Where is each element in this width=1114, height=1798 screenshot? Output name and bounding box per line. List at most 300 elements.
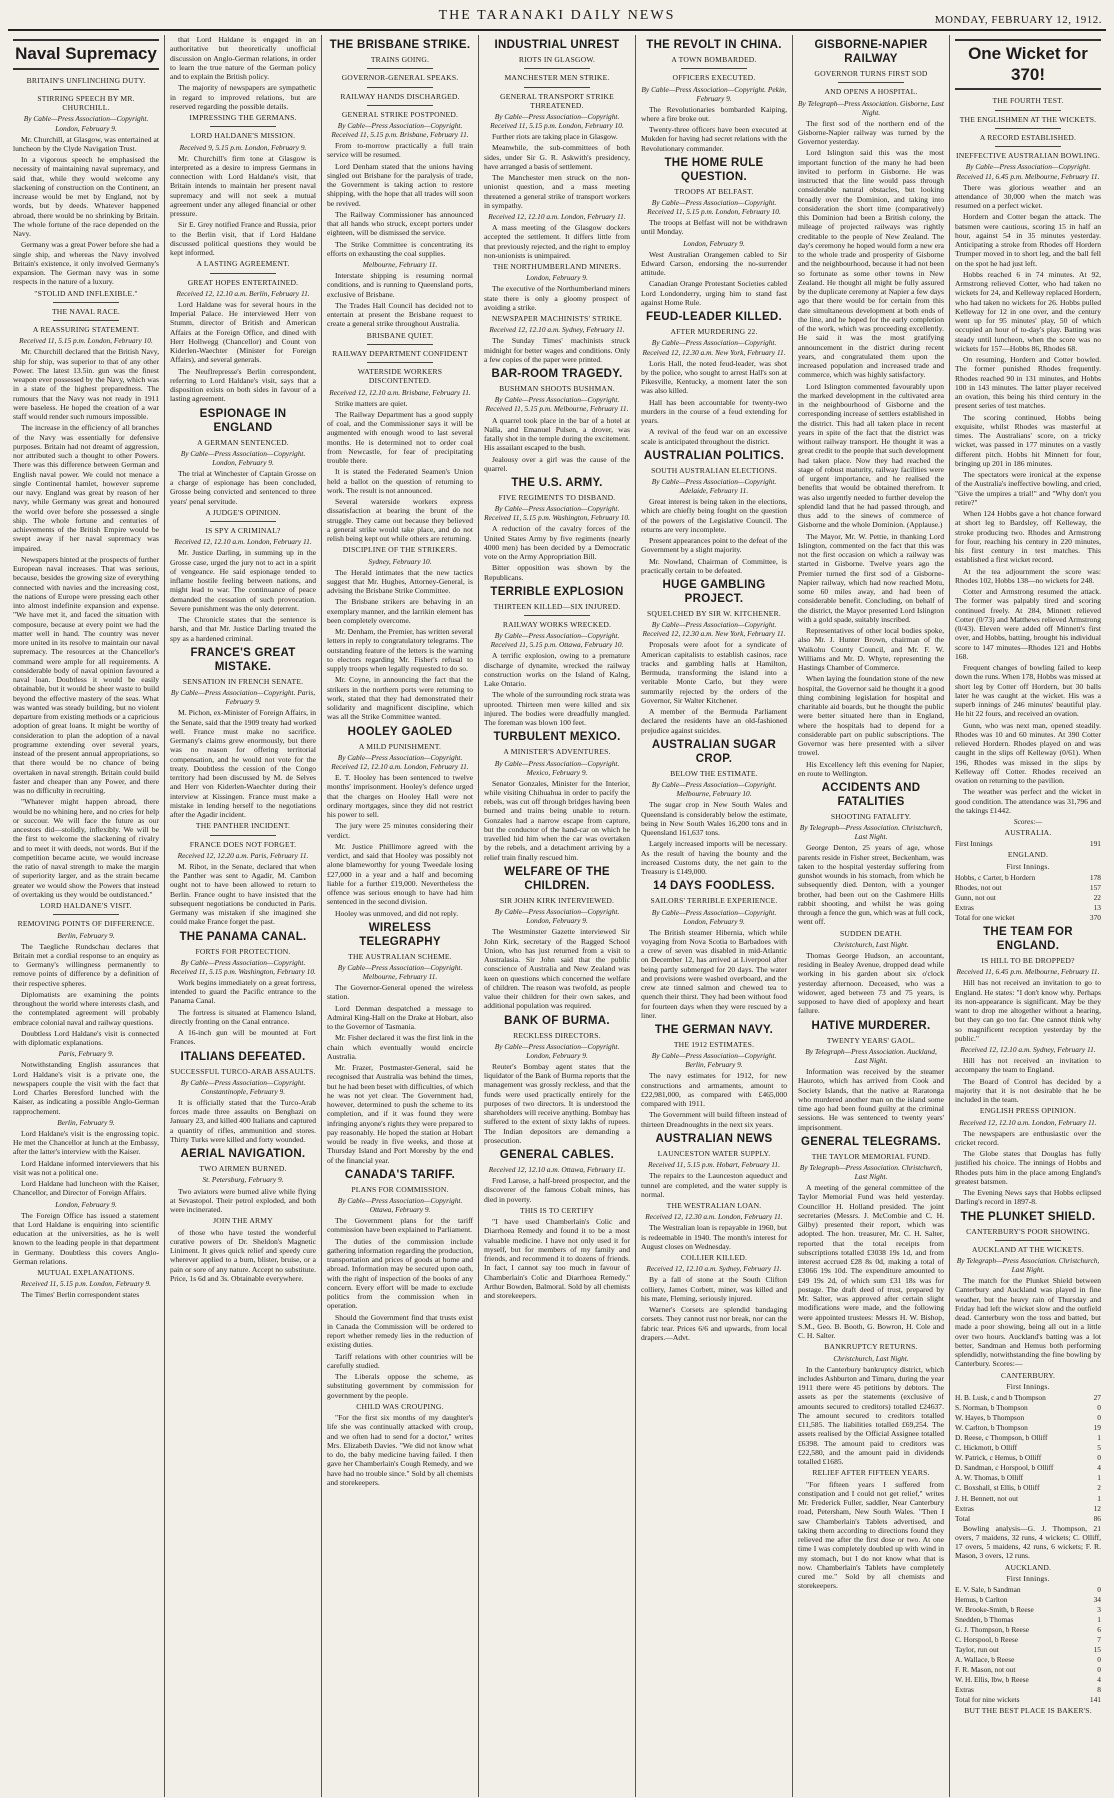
sub-headline: INEFFECTIVE AUSTRALIAN BOWLING.	[956, 151, 1100, 161]
article-paragraph: The Neuflrepresse's Berlin correspondent, referring to Lord Haldane's visit, says that a disposition exists on both sides in favour of a lasting agreement.	[170, 366, 316, 404]
score-value: 22	[1093, 892, 1101, 902]
issue-date: MONDAY, FEBRUARY 12, 1912.	[934, 14, 1102, 26]
score-row	[955, 1463, 1101, 1472]
score-value: 0	[1097, 1655, 1101, 1665]
article-paragraph: Lord Haldane informed interviewers that his visit was not a political one.	[13, 1158, 159, 1177]
article-paragraph: Several waterside workers express dissatisfaction at bearing the brunt of the struggle. They came out because they believed a general strike would take place, and do not relish being kept out while others are returning.	[327, 497, 473, 544]
sub-headline: SHOOTING FATALITY.	[830, 812, 912, 822]
divider	[53, 914, 119, 915]
article-paragraph: "For the first six months of my daughter's life she was continually attacked with croup, and we often had to send for a doctor," writes Mrs. Elizabeth Davies. "We did not know what to do, the baby medicine having failed. I then gave her Chamberlain's Cough Remedy, and we have had no trouble since." Sold by all chemists and storekeepers.	[327, 1413, 473, 1487]
score-value: 1	[1097, 1493, 1101, 1503]
score-value: 7	[1097, 1635, 1101, 1645]
article-paragraph: The jury were 25 minutes considering their verdict.	[327, 821, 473, 840]
divider	[367, 362, 433, 363]
article-paragraph: The executive of the Northumberland miners state there is only a gloomy prospect of avoiding a strike.	[484, 284, 630, 312]
sub-headline: THE NAVAL RACE.	[51, 306, 121, 316]
column-1	[8, 35, 165, 1797]
article-paragraph: Hill has not received an invitation to go to England. He states: "I don't know why. Perhaps its non-appearance is significant. May be they want to drop me altogether without a hearing, but they can go too far. One cannot think why so magnificent reception yesterday by the public."	[955, 978, 1101, 1043]
dateline: By Telegraph—Press Association. Gisborne, Last Night.	[798, 98, 944, 117]
dateline: By Cable—Press Association—Copyright. Melbourne, February 10.	[651, 780, 777, 799]
article-headline: ITALIANS DEFEATED.	[180, 1050, 306, 1063]
sub-headline: FRANCE DOES NOT FORGET.	[189, 839, 297, 849]
article-paragraph: M. Ribot, in the Senate, declared that when the Panther was sent to Agadir, M. Cambon ought not to have been allowed to return to Berlin. France ought to have insisted that the subsequent negotiations be conducted in Paris. Germany was mistaken if she imagined she could make France forget the past.	[170, 861, 316, 927]
divider	[53, 89, 119, 90]
article-paragraph: Lord Islington commented favourably upon the marked development in the cultivated area in the neighbourhood of Gisborne and the corresponding increase of settlers established in the district. This had all taken place in recent years in spite of the fact that the district was without railway transport. He thought it was a great credit to the people that such development had taken place. Now they had reached the stage of robust maturity, railway facilities were of urgent importance, and he realised the benefits that would be obtained therefrom. It was also urgently needed to further develop the splendid land that he had passed through, and thus add to the sinews of commerce of Gisborne and the whole Dominion. (Applause.)	[798, 381, 944, 530]
dateline: Received 11, 5.15 p.m. London, February 10.	[19, 336, 153, 346]
article-headline: GENERAL TELEGRAMS.	[800, 1135, 941, 1148]
article-paragraph: The Governor-General opened the wireless station.	[327, 983, 473, 1002]
masthead	[8, 6, 1106, 31]
article-paragraph: At the tea adjournment the score was: Rhodes 102, Hobbs 138—no wickets for 248.	[955, 566, 1101, 585]
article-paragraph: The Times' Berlin correspondent states	[21, 1290, 140, 1300]
article-paragraph: The British steamer Hibernia, which while voyaging from Nova Scotia to Barbadoes with a crew of seven was disabled in mid-Atlantic on December 12, has arrived at Liverpool after being partly submerged for 20 days. The water and provisions were washed overboard, and the crew ate tinned salmon and chewed tea to quench their thirst. They had been without food for fourteen days when they were rescued by a liner.	[641, 927, 787, 1020]
score-value: 19	[1093, 1423, 1101, 1433]
article-paragraph: Lord Denham stated that the unions having singled out Brisbane for the paralysis of trade, the Government is taking action to restore shipping, with the hope that all trades will soon be revived.	[327, 161, 473, 208]
sub-headline: THE FOURTH TEST.	[992, 96, 1064, 106]
divider	[524, 615, 590, 616]
score-row	[955, 839, 1101, 848]
score-value: 15	[1093, 1645, 1101, 1655]
article-paragraph: The Brisbane strikers are behaving in an exemplary manner, and the larrikin element has been completely overcome.	[327, 597, 473, 625]
article-paragraph: From to-morrow practically a full train service will be resumed.	[327, 141, 473, 160]
article-paragraph: Proposals were afoot for a syndicate of American capitalists to establish casinos, race tracks and gambling halls at Hamilton, Bermuda, transforming the island into a veritable Monte Carlo, but they were summarily rejected by the orders of the Governor, Sir Walter Kitchener.	[641, 640, 787, 705]
article-paragraph: A mass meeting of the Glasgow dockers accepted the settlement. It differs little from that previously rejected, and the right to employ non-unionists is unimpaired.	[484, 223, 630, 260]
article-paragraph: The match for the Plunket Shield between Canterbury and Auckland was played in fine weather, but the heavy rain of Thursday and Friday had left the wicket slow and the outfield dead. Canterbury won the toss and batted, but made a poor showing, being all out in a little over two hours. Auckland's batting was a lot better, Sandman and Hemus both performing splendidly, notwithstanding the fine bowling by Canterbury. Scores:—	[955, 1276, 1101, 1369]
dateline: Received 12, 12.10 a.m. Ottawa, February 11.	[488, 1165, 626, 1175]
dateline: By Cable—Press Association—Copyright. Pekin, February 9.	[641, 84, 787, 103]
article-paragraph: The Liberals oppose the scheme, as substituting government by commission for government by the people.	[327, 1372, 473, 1400]
divider	[995, 1240, 1061, 1241]
score-label: W. H. Ellis, lbw, b Reese	[955, 1675, 1029, 1685]
dateline: Received 12, 12.10 a.m. Brisbane, February 11.	[329, 387, 471, 397]
dateline: By Cable—Press Association—Copyright. London, February 9.	[180, 448, 306, 467]
article-paragraph: Doubtless Lord Haldane's visit is connected with diplomatic explanations.	[13, 1028, 159, 1048]
article-paragraph: Tariff relations with other countries will be carefully studied.	[327, 1351, 473, 1370]
score-label: Extras	[955, 1503, 974, 1513]
score-label: D. Sandman, c Horspool, b Olliff	[955, 1463, 1054, 1473]
article-paragraph: The repairs to the Launceston aqueduct and tunnel are completed, and the water supply is normal.	[641, 1171, 787, 1199]
dateline: By Cable—Press Association—Copyright. Paris, February 9.	[170, 688, 316, 707]
sub-headline: AUCKLAND AT THE WICKETS.	[972, 1244, 1084, 1254]
sub-headline: CANTERBURY.	[1000, 1370, 1056, 1380]
dateline: By Cable—Press Association—Copyright. Berlin, February 9.	[651, 1051, 777, 1070]
article-paragraph: West Australian Orangemen cabled to Sir Edward Carson, endorsing the no-surrender attitude.	[641, 249, 787, 278]
score-row	[955, 893, 1101, 902]
article-headline: GISBORNE-NAPIER RAILWAY	[814, 39, 928, 66]
sub-headline: AND OPENS A HOSPITAL.	[824, 87, 918, 97]
dateline: By Cable—Press Association—Copyright. Received 11, 5.15 p.m. Brisbane, February 11.	[331, 121, 469, 140]
dateline: By Cable—Press Association—Copyright. Constantinople, February 9.	[180, 1077, 306, 1096]
sub-headline: SENSATION IN FRENCH SENATE.	[182, 676, 304, 686]
article-paragraph: Cotter and Armstrong resumed the attack. The former was palpably tired and scoring continued freely. At 284, Minnett relieved Cotter (0/73) and Matthews relieved Armstrong (0/43). Eleven were added off Minnett's first over, and Hobbs, batting, brought his individual score to 147 minutes—Rhodes 121 and Hobbs 168.	[955, 587, 1101, 661]
article-paragraph: His Excellency left this evening for Napier, en route to Wellington.	[798, 759, 944, 778]
article-headline: AUSTRALIAN SUGAR CROP.	[651, 738, 777, 765]
column-3	[322, 35, 479, 1797]
score-label: Hemus, b Carlton	[955, 1595, 1008, 1605]
article-paragraph: Bitter opposition was shown by the Republicans.	[484, 563, 630, 582]
article-paragraph: The Globe states that Douglas has fully justified his choice. The innings of Hobbs and Rhodes puts him in the place among England's greatest batsmen.	[955, 1149, 1101, 1186]
score-value: 13	[1093, 902, 1101, 912]
article-paragraph: Loris Hall, the noted feud-leader, was shot by the police, who sought to arrest Hall's son at Pikesville, Kentucky, a moment later the son was also killed.	[641, 358, 787, 396]
dateline: London, February 9.	[526, 273, 588, 283]
article-paragraph: The increase in the efficiency of all branches of the Navy was essentially for defensive purposes. Britain had not dreamt of aggression, nor attributed such a thought to other Powers. There was this difference between German and English naval power. We could not menace a single Continental hamlet, however supreme our navy. England was great by reason of her navy, while Germany was great and honoured the world over before she possessed a single ship. The whole fortune and centuries of achievements of the British Empire would be swept away if her naval supremacy was impaired.	[13, 423, 159, 553]
score-value: 8	[1097, 1685, 1101, 1695]
article-paragraph: "For fifteen years I suffered from constipation and I could not get relief," writes Mr. Frederick Fuller, saddler, Near Canterbury road, Petersham, New South Wales. "Then I saw Chamberlain's Tablets advertised, and taking them according to directions found they relieved me after the first dose or two. At one time I was completely doubled up with wind in my stomach, but I do not know what that is now. Chamberlain's Tablets have completely cured me." Sold by all chemists and storekeepers.	[798, 1479, 944, 1591]
article-headline: THE TEAM FOR ENGLAND.	[983, 926, 1073, 953]
score-label: W. Carlton, b Thompson	[955, 1423, 1028, 1433]
score-row	[955, 1605, 1101, 1614]
sub-headline: FORTS FOR PROTECTION.	[195, 946, 291, 956]
divider	[681, 68, 747, 69]
article-paragraph: Lord Haldane was for several hours in the Imperial Palace. He interviewed Herr von Stumm, director of British and American Affairs at the Foreign Office, and dined with Herr Hollwegg (Chancellor) and Count von Kiderlen-Waechter (Minister for Foreign Affairs), and several generals.	[170, 299, 316, 365]
article-paragraph: The Manchester men struck on the non-unionist question, and a mass meeting threatened a general strike of transport workers in sympathy.	[484, 173, 630, 210]
score-row	[955, 1615, 1101, 1624]
score-value: 370	[1089, 912, 1101, 922]
article-paragraph: Mr. Churchill's firm tone at Glasgow is interpreted as a desire to impress Germans in connection with Lord Haldane's visit, that Britain intends to maintain her present naval supremacy and will not seek a mutual agreement under any alleged financial or other pressure.	[170, 153, 316, 219]
score-row	[955, 1655, 1101, 1664]
score-row	[955, 1403, 1101, 1412]
dateline: By Telegraph—Press Association. Christchurch, Last Night.	[956, 1256, 1100, 1275]
score-value: 0	[1097, 1403, 1101, 1413]
article-paragraph: Should the Government find that trusts exist in Canada the Commission will be ordered to report whether remedy lies in the reduction of existing duties.	[327, 1312, 473, 1350]
article-paragraph: In a vigorous speech he emphasised the necessity of maintaining naval supremacy, and said that, while they would welcome any slackening of construction on the Continent, an increase would be met by England, not by words, but by deeds. Whatever happened abroad, there would be no shrinking by Britain. The whole fortune of the race depended on the Navy.	[13, 155, 159, 239]
sub-headline: THIRTEEN KILLED—SIX INJURED.	[493, 601, 621, 611]
divider	[210, 521, 276, 522]
score-label: J. H. Bennett, not out	[955, 1493, 1019, 1503]
divider	[367, 344, 433, 345]
dateline: Received 12, 12.10 a.m. London, February 11.	[174, 537, 312, 547]
article-paragraph: The weather was perfect and the wicket in good condition. The attendance was 31,796 and the takings £1442.	[955, 787, 1101, 815]
sub-headline: JOIN THE ARMY	[213, 1216, 273, 1226]
sub-headline: SUDDEN DEATH.	[839, 928, 903, 938]
dateline: Christchurch, Last Night.	[833, 939, 909, 949]
score-value: 6	[1097, 1625, 1101, 1635]
sub-headline: SUCCESSFUL TURCO-ARAB ASSAULTS.	[170, 1066, 316, 1076]
sub-headline: ENGLAND.	[1007, 850, 1049, 860]
dateline: By Cable—Press Association—Copyright. Received 12, 12.30 a.m. New York, February 11.	[642, 620, 786, 639]
column-5	[636, 35, 793, 1797]
article-paragraph: Lord Haldane's visit is the engrossing topic. He met the Chancellor at lunch at the Embassy, after the latter's interview with the Kaiser.	[13, 1128, 159, 1157]
divider	[210, 835, 276, 836]
article-headline: CANADA'S TARIFF.	[344, 1168, 456, 1181]
article-headline: HATIVE MURDERER.	[811, 1019, 931, 1032]
article-paragraph: The first sod of the northern end of the Gisborne-Napier railway was turned by the Governor yesterday.	[798, 118, 944, 147]
score-label: Gunn, not out	[955, 892, 996, 902]
dateline: Scores:—	[1013, 817, 1043, 827]
sub-headline: "STOLID AND INFLEXIBLE."	[34, 288, 138, 298]
article-paragraph: Work begins immediately on a great fortress, intended to guard the Pacific entrance to the Panama Canal.	[170, 977, 316, 1006]
article-paragraph: The Mayor, Mr. W. Pettie, in thanking Lord Islington, commented on the fact that this was not the first occasion on which a railway was started in Gisborne. Twelve years ago the Premier turned the first sod of a Gisborne-Napier railway, which had now reached Motu, some 60 miles away, and had been of considerable benefit. Concluding, on behalf of the district, the Mayor presented Lord Islington with a gold spade, suitably inscribed.	[798, 531, 944, 624]
score-label: A. W. Thomas, b Olliff	[955, 1473, 1024, 1483]
score-value: 157	[1089, 882, 1101, 892]
article-headline: AUSTRALIAN POLITICS.	[643, 449, 785, 462]
sub-headline: First Innings.	[1006, 1573, 1050, 1583]
article-headline: THE HOME RULE QUESTION.	[664, 156, 764, 183]
article-paragraph: "Whatever might happen abroad, there would be no whining here, and no cries for help or succour. We will face the future as our ancestors did—stolidly, inflexibly. We will be the first to welcome the slackening of rivalry and to meet it with deeds, not words. But if the competition became acute, we would increase the ratio of naval strength to make the margin of superiority larger, and as the strain became greater we would show the Powers that instead of overtaking us they would be outdistanced."	[13, 797, 159, 899]
article-paragraph: The whole of the surrounding rock strata was uprooted. Thirteen men were killed and six injured. The bodies were dreadfully mangled. The foreman was blown 100 feet.	[484, 690, 630, 728]
sub-headline: MANCHESTER MEN STRIKE.	[504, 73, 610, 83]
article-paragraph: The troops at Belfast will not be withdrawn until Monday.	[641, 218, 787, 237]
score-row	[955, 1423, 1101, 1432]
sub-headline: A TOWN BOMBARDED.	[671, 55, 757, 65]
article-headline: HUGE GAMBLING PROJECT.	[662, 579, 766, 606]
article-paragraph: Present appearances point to the defeat of the Government by a slight majority.	[641, 536, 787, 555]
dateline: Received 12, 12.10 a.m. London, February 11.	[488, 212, 626, 222]
score-label: Snedden, b Thomas	[955, 1615, 1014, 1625]
article-paragraph: The Westminster Gazette interviewed Sir John Kirk, secretary of the Ragged School Union, who has just returned from a visit to Australasia. Sir John said that the public conscience of Australia and New Zealand was keen on questions which concerned the welfare of children. The reason was twofold, as people value their children for their own sakes, and additional population was required.	[484, 927, 630, 1011]
article-headline: THE PANAMA CANAL.	[179, 930, 307, 943]
score-value: 34	[1093, 1595, 1101, 1605]
article-paragraph: Mr. Nowland, Chairman of Committee, is practically certain to be defeated.	[641, 556, 787, 575]
article-paragraph: On resuming, Hordern and Cotter bowled. The former punished Rhodes frequently. Rhodes reached 90 in 131 minutes, and Hobbs 100 in 143 minutes. The latter player received an ovation, this being his third century in the present series of test matches.	[955, 355, 1101, 411]
score-row	[955, 1595, 1101, 1604]
sub-headline: THE PANTHER INCIDENT.	[195, 821, 291, 831]
score-label: Total	[955, 1513, 971, 1523]
score-row	[955, 1695, 1101, 1704]
score-row	[955, 1433, 1101, 1442]
column-2	[165, 35, 322, 1797]
article-paragraph: Meanwhile, the sub-committees of both sides, under Sir G. R. Askwith's presidency, have arranged a basis of settlement.	[484, 143, 630, 171]
dateline: By Cable—Press Association—Copyright. Mexico, February 9.	[494, 758, 620, 777]
score-label: C. Hickmott, b Olliff	[955, 1443, 1018, 1453]
score-row	[955, 1413, 1101, 1422]
score-value: 191	[1089, 839, 1101, 849]
sub-headline: GOVERNOR-GENERAL SPEAKS.	[341, 73, 459, 83]
dateline: Berlin, February 9.	[57, 1117, 115, 1127]
article-paragraph: of those who have tested the wonderful curative powers of Dr. Sheldon's Magnetic Liniment. It gives quick relief and speedy cure wherever applied to a burn, blister, bruise, or a pain or sore of any nature. Accept no substitute. Price, 1s 6d and 3s. Obtainable everywhere.	[170, 1227, 316, 1283]
article-paragraph: It is stated the Federated Seamen's Union held a ballot on the question of returning to work. The result is not announced.	[327, 467, 473, 495]
dateline: By Cable—Press Association—Copyright. Melbourne, February 11.	[337, 963, 463, 982]
dateline: By Telegraph—Press Association. Christchurch, Last Night.	[799, 823, 943, 842]
score-value: 12	[1093, 1503, 1101, 1513]
dateline: By Cable—Press Association—Copyright. London, February 9.	[23, 114, 149, 133]
sub-headline: TWO AIRMEN BURNED.	[199, 1164, 287, 1174]
sub-headline: GENERAL TRANSPORT STRIKE THREATENED.	[500, 91, 614, 110]
article-paragraph: Mr. Frazer, Postmaster-General, said he recognised that Australia was behind the times, but he had been beset with difficulties, of which he was not yet clear. The Government had, however, determined to push the scheme to its completion, and if it was found they were infringing anyone's rights they were prepared to pay reasonably. He hoped the station at Hobart would be ready in five weeks, and those at Thursday Island and Port Moresby by the end of the financial year.	[327, 1063, 474, 1165]
main-headline: One Wicket for 370!	[955, 39, 1101, 90]
sub-headline: THE ENGLISHMEN AT THE WICKETS.	[959, 114, 1097, 124]
score-value: 0	[1097, 1413, 1101, 1423]
score-label: Taylor, run out	[955, 1645, 999, 1655]
sub-headline: THE AUSTRALIAN SCHEME.	[348, 951, 452, 961]
sub-headline: THE TAYLOR MEMORIAL FUND.	[811, 1151, 931, 1161]
score-row	[955, 1504, 1101, 1513]
article-paragraph: In the Canterbury bankruptcy district, which includes Ashburton and Timaru, during the year 1911 there were 45 petitions by debtors. The assets as per the statements (exclusive of amounts secured to creditors) totalled £24637. The amount secured to creditors totalled £11,585. The liabilities totalled £69,254. The assets realised by the Official Assignee totalled £6398. The amount paid to creditors was £22,580, and the amount paid in dividends totalled £1685.	[798, 1364, 944, 1467]
score-value: 0	[1097, 1585, 1101, 1595]
sub-headline: IMPRESSING THE GERMANS.	[189, 113, 297, 122]
dateline: By Cable—Press Association—Copyright. Received 11, 5.15 p.m. London, February 10.	[647, 198, 781, 217]
dateline: Received 12, 12.10 a.m. Sydney, February 11.	[960, 1045, 1096, 1055]
article-paragraph: The Trades Hall Council has decided not to entertain at present the Brisbane request to create a general strike throughout Australia.	[327, 300, 473, 329]
divider	[367, 68, 433, 69]
dateline: Paris, February 9.	[58, 1049, 114, 1059]
sub-headline: BUSHMAN SHOOTS BUSHMAN.	[499, 384, 615, 394]
article-paragraph: M. Pichon, ex-Minister of Foreign Affairs, in the Senate, said that the 1909 treaty had worked well. France must make no sacrifice. Germany's claims grew enormously, but there was no reason for offering territorial compensation, and he would not vote for the treaty. Doubtless the cession of the Congo territory had been discussed by M. de Selves and Herr von Kiderlen-Waechter during their interview at Kissingen. France must make a mistake in lending herself to the negotiations after the Agadir incident.	[170, 708, 316, 820]
article-headline: ACCIDENTS AND FATALITIES	[821, 782, 921, 809]
divider	[524, 68, 590, 69]
dateline: By Cable—Press Association—Copyright. London, February 9.	[494, 907, 620, 926]
article-paragraph: Hooley was unmoved, and did not reply.	[335, 908, 459, 918]
sub-headline: A REASSURING STATEMENT.	[32, 325, 140, 335]
score-value: 4	[1097, 1675, 1101, 1685]
article-paragraph: Twenty-three officers have been executed at Mukden for having had secret relations with the Revolutionary commander.	[641, 125, 787, 153]
dateline: By Cable—Press Association—Copyright. Received 11, 5.15 p.m. Ottawa, February 10.	[490, 631, 624, 650]
sub-headline: THE NORTHUMBERLAND MINERS.	[492, 262, 622, 272]
sub-headline: DISCIPLINE OF THE STRIKERS.	[342, 545, 458, 555]
dateline: Received 12, 12.30 a.m. London, February 11.	[645, 1212, 783, 1222]
score-row	[955, 1483, 1101, 1492]
article-paragraph: Sir E. Grey notified France and Russia, prior to the Berlin visit, that if Lord Haldane discussed political questions they would be kept informed.	[170, 220, 316, 258]
sub-headline: A MINISTER'S ADVENTURES.	[503, 747, 611, 757]
score-value: 1	[1097, 1473, 1101, 1483]
article-headline: 14 DAYS FOODLESS.	[653, 880, 775, 893]
article-paragraph: Diplomatists are examining the points throughout the world where interests clash, and the contemplated agreement will probably embrace colonial naval and railway questions.	[13, 989, 159, 1027]
sub-headline: CANTERBURY'S POOR SHOWING.	[966, 1226, 1090, 1236]
sub-headline: A JUDGE'S OPINION.	[205, 507, 281, 517]
article-paragraph: The Evening News says that Hobbs eclipsed Darling's record in 1897-8.	[955, 1188, 1101, 1207]
score-value: 4	[1097, 1463, 1101, 1473]
score-row	[955, 873, 1101, 882]
sub-headline: BELOW THE ESTIMATE.	[670, 768, 758, 778]
sub-headline: BANKRUPTCY RETURNS.	[824, 1342, 918, 1352]
article-paragraph: Lord Haldane had luncheon with the Kaiser, Chancellor, and Director of Foreign Affairs.	[13, 1179, 159, 1198]
dateline: Received 12, 12.10 a.m. Sydney, February 11.	[646, 1264, 782, 1274]
article-headline: ESPIONAGE IN ENGLAND	[199, 407, 287, 434]
article-paragraph: Jealousy over a girl was the cause of the quarrel.	[484, 454, 630, 473]
columns-container	[8, 35, 1106, 1797]
score-value: 5	[1097, 1443, 1101, 1453]
score-row	[955, 1635, 1101, 1644]
article-paragraph: A 16-inch gun will be mounted at Fort Frances.	[170, 1028, 316, 1047]
article-paragraph: Further riots are taking place in Glasgow.	[492, 132, 618, 142]
score-label: A. Wallace, b Reese	[955, 1655, 1015, 1665]
score-label: Total for nine wickets	[955, 1695, 1020, 1705]
score-label: Extras	[955, 1685, 974, 1695]
column-6	[793, 35, 950, 1797]
score-label: W. Hayes, b Thompson	[955, 1413, 1025, 1423]
article-headline: THE REVOLT IN CHINA.	[646, 39, 782, 51]
score-value: 3	[1097, 1605, 1101, 1615]
article-paragraph: A member of the Bermuda Parliament declared the residents have an old-fashioned prejudice against suicides.	[641, 707, 787, 735]
article-paragraph: Hordern and Cotter began the attack. The batsmen were cautious, scoring 15 in half an hour, against 54 in 35 minutes yesterday. Anticipating a stroke from Rhodes off Hordern Trumper moved in to short leg, and the ball fell on the spot he had just left.	[955, 212, 1101, 268]
sub-headline: GREAT HOPES ENTERTAINED.	[187, 277, 299, 287]
sub-headline: MUTUAL EXPLANATIONS.	[37, 1268, 135, 1278]
sub-headline: RAILWAY HANDS DISCHARGED.	[340, 91, 460, 101]
score-value: 178	[1089, 872, 1101, 882]
divider	[838, 82, 904, 83]
sub-headline: CHILD WAS CROUPING.	[356, 1401, 444, 1411]
article-paragraph: The spectators were ironical at the expense of the Australia's ineffective bowling, and cried, "Give the umpires a trial!" and "Why don't you retire?"	[955, 470, 1101, 507]
sub-headline: WATERSIDE WORKERS DISCONTENTED.	[357, 367, 443, 386]
score-row	[955, 1645, 1101, 1654]
article-paragraph: Hall has been accountable for twenty-two murders in the course of a feud extending for years.	[641, 397, 787, 426]
score-value: 0	[1097, 1665, 1101, 1675]
sub-headline: PLANS FOR COMMISSION.	[351, 1184, 449, 1194]
dateline: By Telegraph—Press Association. Christchurch, Last Night.	[799, 1163, 943, 1182]
article-paragraph: Gunn, who was next man, opened steadily. Rhodes was 10 and 60 minutes. At 390 Cotter relieved Hordern. Rhodes played on and was caught in the slips off Kelleway (0/61). When 196, Rhodes was missed in the slips by Kelleway off Cotter. Rhodes received an ovation on returning to the pavilion.	[955, 720, 1101, 786]
main-headline: Naval Supremacy	[13, 39, 159, 70]
article-paragraph: When laying the foundation stone of the new hospital, the Governor said he thought it a good thing combining legislation for hospital and charitable aid boards, but he thought the public were better situated here than in England, where the hospitals had to depend for a considerable part on public subscriptions. The Governor was here presented with a silver trowel.	[798, 674, 944, 758]
dateline: Received 11, 5.15 p.m. London, February 9.	[21, 1279, 151, 1289]
sub-headline: FIVE REGIMENTS TO DISBAND.	[498, 493, 616, 503]
dateline: By Cable—Press Association—Copyright. Received 11, 5.15 p.m. Washington, February 10.	[170, 957, 316, 976]
sub-headline: OFFICERS EXECUTED.	[672, 73, 756, 83]
sub-headline: STIRRING SPEECH BY MR. CHURCHILL.	[37, 93, 135, 113]
article-paragraph: Two aviators were burned alive while flying at Sevastopol. Their petrol exploded, and both were incinerated.	[170, 1186, 316, 1215]
sub-headline: RIOTS IN GLASGOW.	[518, 55, 596, 65]
score-label: W. Patrick, c Hemus, b Olliff	[955, 1453, 1042, 1463]
article-paragraph: The Railway Department has a good supply of coal, and the Commissioner says it will be augmented with enough wood to last several months. He is determined not to order coal from Newcastle, for fear of precipitating trouble there.	[327, 409, 473, 466]
article-paragraph: Fred Larose, a half-breed prospector, and the discoverer of the famous Cobalt mines, has died in poverty.	[484, 1176, 630, 1204]
dateline: By Cable—Press Association—Copyright. Received 12, 12.10 a.m. London, February 11.	[331, 752, 469, 771]
sub-headline: A RECORD ESTABLISHED.	[979, 132, 1077, 142]
score-label: E. V. Sale, b Sandman	[955, 1585, 1021, 1595]
score-label: S. Norman, b Thompson	[955, 1403, 1028, 1413]
score-label: Total for one wicket	[955, 912, 1015, 922]
article-paragraph: Newspapers hinted at the prospects of further European naval increases. That was serious, because, besides the growing size of everything connected with navies and the increasing cost, the nations of Europe were pressing each other into almost indefinite expansion and expense. "We have met it, and faced the situation with composure, because at every point we had the matter well in hand. The country was never more united in its resolve to maintain our naval supremacy. The resources at the Chancellor's command were ample for all requirements. A considerable body of naval opinion favoured a naval loan. Doubtless it would be easily obtainable, but it would be sheer waste to build beyond the effective mastery of the seas. What was wanted was steady building, but no violent departure from existing methods or a capricious adoption of great loans. It might be worthy of consideration to plan the adoption of a naval programme extending over several years, instead of the present annual appropriations, so that there would be no chance of being overtaken in naval strength. Britain could build faster and cheaper than any Power, and there was no difficulty in recruiting.	[13, 554, 159, 796]
article-paragraph: Strike matters are quiet.	[335, 398, 408, 408]
article-paragraph: A quarrel took place in the bar of a hotel at Nalla, and Emanuel Pulsen, a drover, was fatally shot in the temple during the excitement. His assailant escaped to the bush.	[484, 415, 630, 453]
dateline: By Cable—Press Association—Copyright. London, February 9.	[494, 1041, 620, 1060]
article-paragraph: Warner's Corsets are splendid bandaging corsets. They cannot rust nor break, nor can the fabric tear. Prices 6/6 and upwards, from local drapers.—Advt.	[641, 1305, 787, 1342]
divider	[524, 87, 590, 88]
dateline: Received 11, 6.45 p.m. Melbourne, February 11.	[956, 967, 1100, 977]
article-paragraph: Reuter's Bombay agent states that the liquidator of the Bank of Burma reports that the management was grossly reckless, and that the funds were used practically entirely for the purposes of two directors. It is understood the shareholders will receive anything. Bombay has suffered to the extent of sixty lakhs of rupees. The Indian depositors are demanding a prosecution.	[484, 1061, 630, 1145]
sub-headline: First Innings.	[1006, 1381, 1050, 1391]
sub-headline: First Innings.	[1006, 861, 1050, 871]
article-paragraph: There was glorious weather and an attendance of 30,000 when the match was resumed on a perfect wicket.	[955, 182, 1101, 211]
article-headline: WIRELESS TELEGRAPHY	[359, 921, 441, 948]
article-paragraph: The Revolutionaries bombarded Kaiping, where a fire broke out.	[641, 104, 787, 123]
score-label: G. J. Thompson, b Reese	[955, 1625, 1029, 1635]
article-paragraph: "I have used Chamberlain's Colic and Diarrhoea Remedy and found it to be a most valuable medicine. I have not only used it for myself, but for members of my family and friends, and recommend it to dozens of friends. In fact, I cannot say too much in favour of Chamberlain's Colic and Diarrhoea Remedy." Arthur Bowden, Balmoral. Sold by all chemists and storekeepers.	[484, 1217, 630, 1301]
article-paragraph: Mr. Churchill declared that the British Navy, ship for ship, was superior to that of any other Power. The latest 13.5in. gun was the finest weapon ever possessed by the Navy, which was in a state of the highest preparedness. The rumours that the Navy was not ready in 1911 were baseless. He hoped the creation of a war staff would render such rumours impossible.	[13, 347, 159, 422]
article-paragraph: Information was received by the steamer Hauroto, which has arrived from Cook and Society Islands, that the native at Raratonga who murdered another man on the island some time ago had been found guilty at the criminal sessions. He was sentenced to twenty years' imprisonment.	[798, 1067, 944, 1132]
dateline: By Cable—Press Association—Copyright. Ottawa, February 9.	[337, 1196, 463, 1215]
sub-headline: THE WESTRALIAN LOAN.	[666, 1201, 762, 1210]
score-value: 86	[1093, 1513, 1101, 1523]
divider	[995, 110, 1061, 111]
article-headline: BAR-ROOM TRAGEDY.	[491, 368, 623, 381]
article-paragraph: that Lord Haldane is engaged in an authoritative but theoretically unofficial discussion on Anglo-German relations, in order to learn the true nature of the German policy and to explain the British policy.	[170, 35, 316, 81]
article-headline: GENERAL CABLES.	[499, 1149, 615, 1162]
article-paragraph: The trial at Winchester of Captain Grosse on a charge of espionage has been concluded, Grosse being convicted and sentenced to three years' penal servitude.	[170, 468, 316, 506]
article-headline: FRANCE'S GREAT MISTAKE.	[190, 646, 296, 673]
sub-headline: SOUTH AUSTRALIAN ELECTIONS.	[651, 465, 777, 475]
sub-headline: GOVERNOR TURNS FIRST SOD	[814, 69, 928, 79]
score-row	[955, 1393, 1101, 1402]
sub-headline: TRAINS GOING.	[370, 55, 430, 65]
score-row	[955, 903, 1101, 912]
score-value: 27	[1093, 1393, 1101, 1403]
score-row	[955, 1675, 1101, 1684]
article-paragraph: A meeting of the general committee of the Taylor Memorial Fund was held yesterday. Councillor H. Holland presided. The joint secretaries (Messrs. J. McCombie and C. H. Gilby) presented their report, which was adopted. The hon. treasurer, Mr. C. H. Salter, reported that the total receipts from subscriptions totalled £3038 19s 1d, and from interest accrued £28 8s 0d, making a total of £3066 19s 10d. The expenditure amounted to £49 19s 2d, of which sum £31 18s was for postage. The draft deed of trust, prepared by Mr. Salter, was approved after certain slight modifications were made, and the following were appointed trustees: Messrs H. W. Bishop, S.M., Geo. B. Booth, G. Bowron, H. Cole and C. H. Salter.	[798, 1183, 944, 1341]
article-paragraph: The duties of the commission include gathering information regarding the production, transportation and prices of goods at home and abroad. Information may be secured upon oath, with the right of inspection of the books of any concern. Every effort will be made to exclude politics from the commission when in operation.	[327, 1236, 473, 1311]
sub-headline: LORD HALDANE'S MISSION.	[190, 131, 296, 141]
sub-headline: AFTER MURDERING 22.	[670, 327, 758, 337]
article-paragraph: Mr. Coyne, in announcing the fact that the strikers in the northern ports were returning to work, stated that they had demonstrated their solidarity and magnificent discipline, which was all the Strike Committee wanted.	[327, 675, 473, 722]
dateline: Received 9, 5.15 p.m. London, February 9.	[179, 142, 307, 152]
dateline: Melbourne, February 11.	[362, 260, 438, 270]
article-paragraph: The Government will build fifteen instead of thirteen Dreadnoughts in the next six years.	[641, 1110, 787, 1129]
score-row	[955, 1494, 1101, 1503]
score-label: D. Reese, c Thompson, b Olliff	[955, 1433, 1048, 1443]
dateline: Received 12, 12.10 a.m. London, February 11.	[959, 1117, 1097, 1127]
sub-headline: AUSTRALIA.	[1004, 828, 1052, 838]
article-paragraph: The navy estimates for 1912, for new constructions and armaments, amount to £22,981,000, as compared with £465,000 compared with 1911.	[641, 1071, 787, 1109]
dateline: London, February 9.	[55, 1199, 117, 1209]
article-paragraph: George Denton, 25 years of age, whose parents reside in Fisher street, Beckenham, was taken to the hospital yesterday suffering from gunshot wounds in his stomach, from which he subsequently died. Denton, with a younger brother, had been out on the Cashmere Hills rabbit shooting, and whilst he was going through a fence the gun, which was at full cock, went off.	[798, 843, 944, 927]
